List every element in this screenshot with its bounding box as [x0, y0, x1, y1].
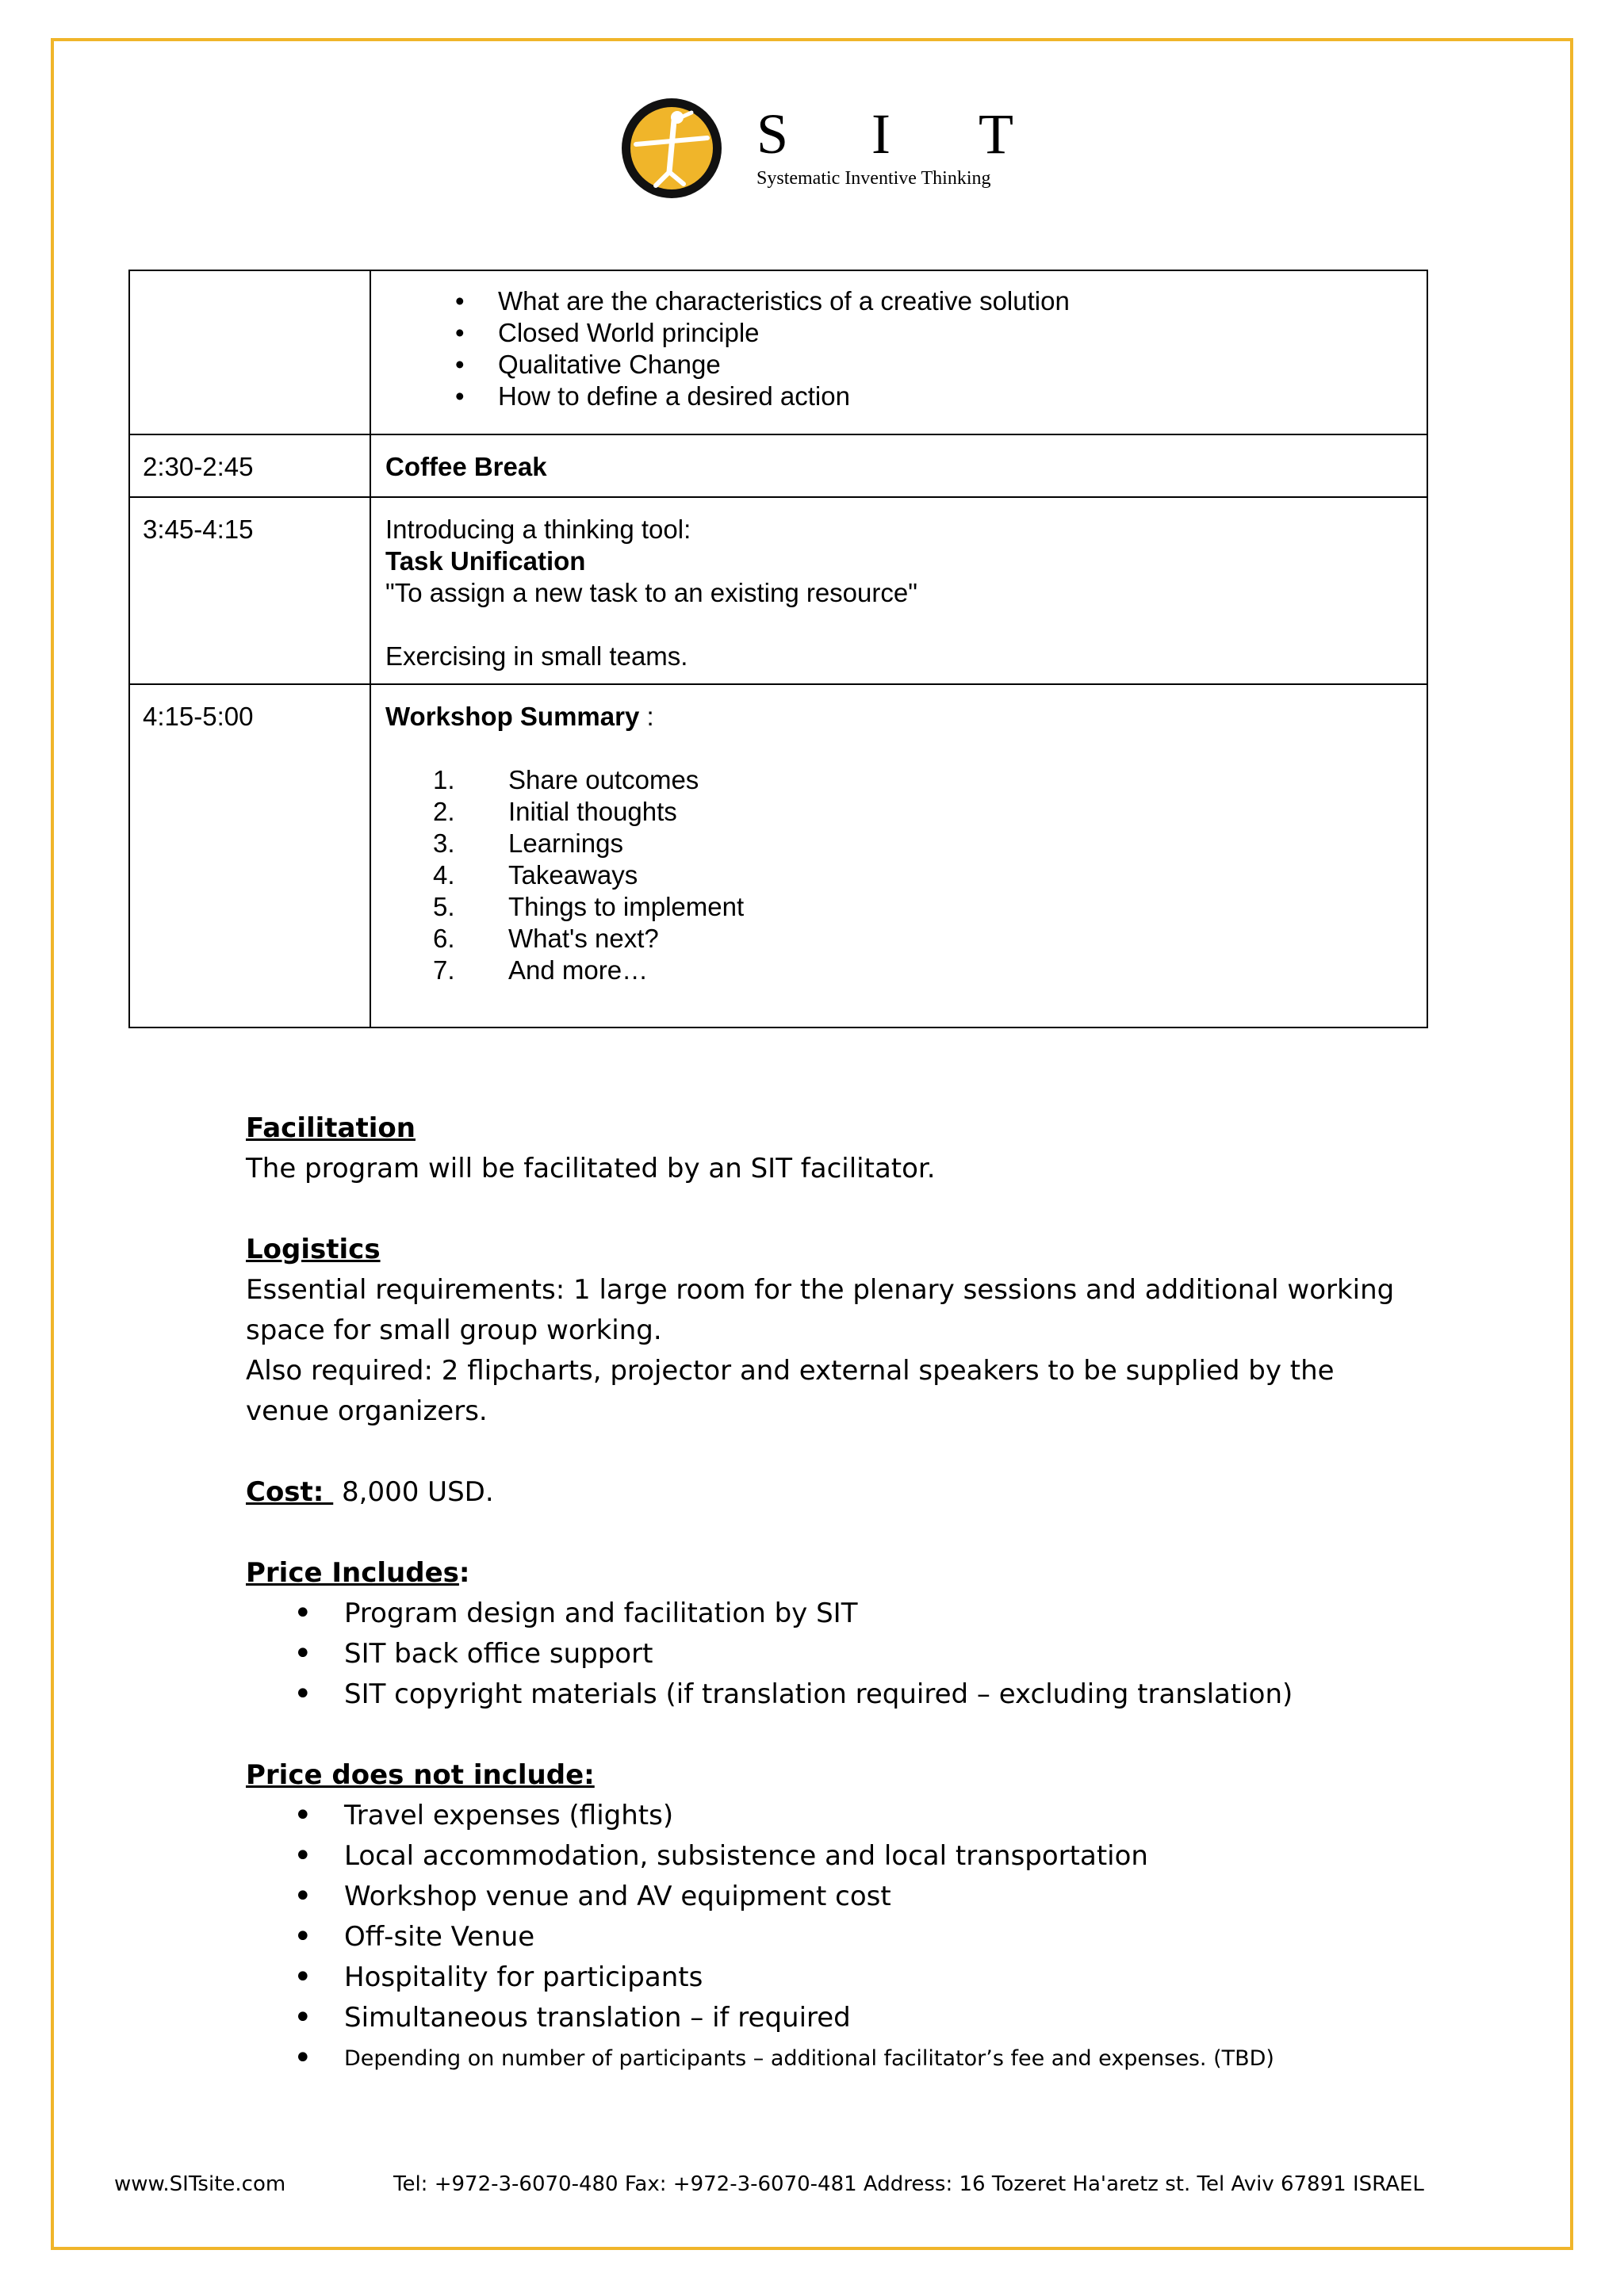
- list-number: 1.: [433, 765, 455, 794]
- list-number: 2.: [433, 797, 455, 826]
- agenda-time: 3:45-4:15: [129, 497, 370, 684]
- price-excludes-heading: Price does not include:: [246, 1759, 595, 1791]
- list-number: 3.: [433, 828, 455, 858]
- logo-letter-i: I: [871, 102, 891, 166]
- agenda-time: 2:30-2:45: [129, 434, 370, 497]
- list-text: And more…: [508, 955, 649, 985]
- summary-list: [385, 764, 1412, 986]
- list-number: 7.: [433, 955, 455, 985]
- proposal-details: [246, 1108, 1419, 2079]
- logistics-line: space for small group working.: [246, 1314, 662, 1346]
- price-includes-heading: Price Includes: [246, 1557, 459, 1589]
- list-item: • Closed World principle: [498, 317, 1412, 349]
- logistics-line: Also required: 2 flipcharts, projector and external speakers to be supplied by the: [246, 1355, 1335, 1387]
- list-item: • Depending on number of participants – additional facilitator’s fee and expenses. (TBD): [246, 2038, 1419, 2079]
- facilitation-text: The program will be facilitated by an SIT facilitator.: [246, 1153, 936, 1184]
- logistics-line: venue organizers.: [246, 1395, 488, 1427]
- list-item: [433, 955, 1412, 986]
- logistics-heading: Logistics: [246, 1234, 381, 1265]
- logo-letter-s: S: [756, 102, 789, 166]
- summary-title-suffix: :: [639, 702, 654, 731]
- list-item: • What are the characteristics of a creative solution: [498, 285, 1412, 317]
- cost-heading: Cost:: [246, 1476, 334, 1508]
- price-excludes-list: [246, 1796, 1419, 2079]
- tool-intro: Introducing a thinking tool:: [385, 515, 691, 544]
- agenda-description: [370, 684, 1427, 1027]
- list-number: 4.: [433, 860, 455, 890]
- cost-line: [246, 1472, 1419, 1513]
- list-item: • Workshop venue and AV equipment cost: [246, 1877, 1419, 1917]
- list-item: [433, 764, 1412, 796]
- list-item: [433, 796, 1412, 828]
- list-item: • SIT back office support: [246, 1634, 1419, 1674]
- list-text: Things to implement: [508, 892, 745, 921]
- agenda-description: [370, 270, 1427, 434]
- list-item: • Qualitative Change: [498, 349, 1412, 381]
- website-link[interactable]: www.SITsite.com: [114, 2172, 286, 2196]
- price-includes-heading-line: [246, 1553, 1419, 1594]
- agenda-row: [129, 684, 1427, 1027]
- tool-name: Task Unification: [385, 546, 586, 576]
- list-item: • Local accommodation, subsistence and local transportation: [246, 1836, 1419, 1877]
- list-text: Takeaways: [508, 860, 638, 890]
- list-item: • Off-site Venue: [246, 1917, 1419, 1957]
- tool-quote: "To assign a new task to an existing resource": [385, 578, 917, 607]
- topic-list: [385, 285, 1412, 412]
- agenda-table: [128, 270, 1428, 1028]
- sit-logo: [620, 95, 1017, 206]
- agenda-description: Coffee Break: [370, 434, 1427, 497]
- sit-logo-icon: [620, 97, 723, 200]
- agenda-row: [129, 497, 1427, 684]
- list-text: What's next?: [508, 924, 659, 953]
- list-item: • Hospitality for participants: [246, 1957, 1419, 1998]
- list-number: 6.: [433, 924, 455, 953]
- list-item: • Program design and facilitation by SIT: [246, 1594, 1419, 1634]
- list-item: [433, 859, 1412, 891]
- agenda-time: 4:15-5:00: [129, 684, 370, 1027]
- list-text: Share outcomes: [508, 765, 699, 794]
- summary-title: Workshop Summary: [385, 702, 640, 731]
- logistics-line: Essential requirements: 1 large room for the plenary sessions and additional working: [246, 1274, 1395, 1306]
- list-item: • Simultaneous translation – if required: [246, 1998, 1419, 2038]
- agenda-row: [129, 270, 1427, 434]
- list-item: • Travel expenses (flights): [246, 1796, 1419, 1836]
- list-item: • How to define a desired action: [498, 381, 1412, 412]
- contact-info: Tel: +972-3-6070-480 Fax: +972-3-6070-481 Address: 16 Tozeret Ha'aretz st. Tel Aviv 67891 ISRAEL: [393, 2172, 1424, 2196]
- facilitation-heading: Facilitation: [246, 1112, 416, 1144]
- price-includes-list: [246, 1594, 1419, 1715]
- logo-letter-t: T: [979, 102, 1013, 166]
- list-text: Learnings: [508, 828, 623, 858]
- list-item: [433, 923, 1412, 955]
- price-includes-colon: :: [458, 1557, 470, 1589]
- agenda-time: [129, 270, 370, 434]
- agenda-row: [129, 434, 1427, 497]
- list-number: 5.: [433, 892, 455, 921]
- logo-letters: [756, 101, 1018, 165]
- logo-tagline: Systematic Inventive Thinking: [756, 168, 991, 189]
- cost-value: 8,000 USD.: [333, 1476, 494, 1508]
- list-text: Initial thoughts: [508, 797, 677, 826]
- agenda-description: [370, 497, 1427, 684]
- tool-exercise: Exercising in small teams.: [385, 641, 688, 671]
- list-item: [433, 891, 1412, 923]
- list-item: • SIT copyright materials (if translation required – excluding translation): [246, 1674, 1419, 1715]
- list-item: [433, 828, 1412, 859]
